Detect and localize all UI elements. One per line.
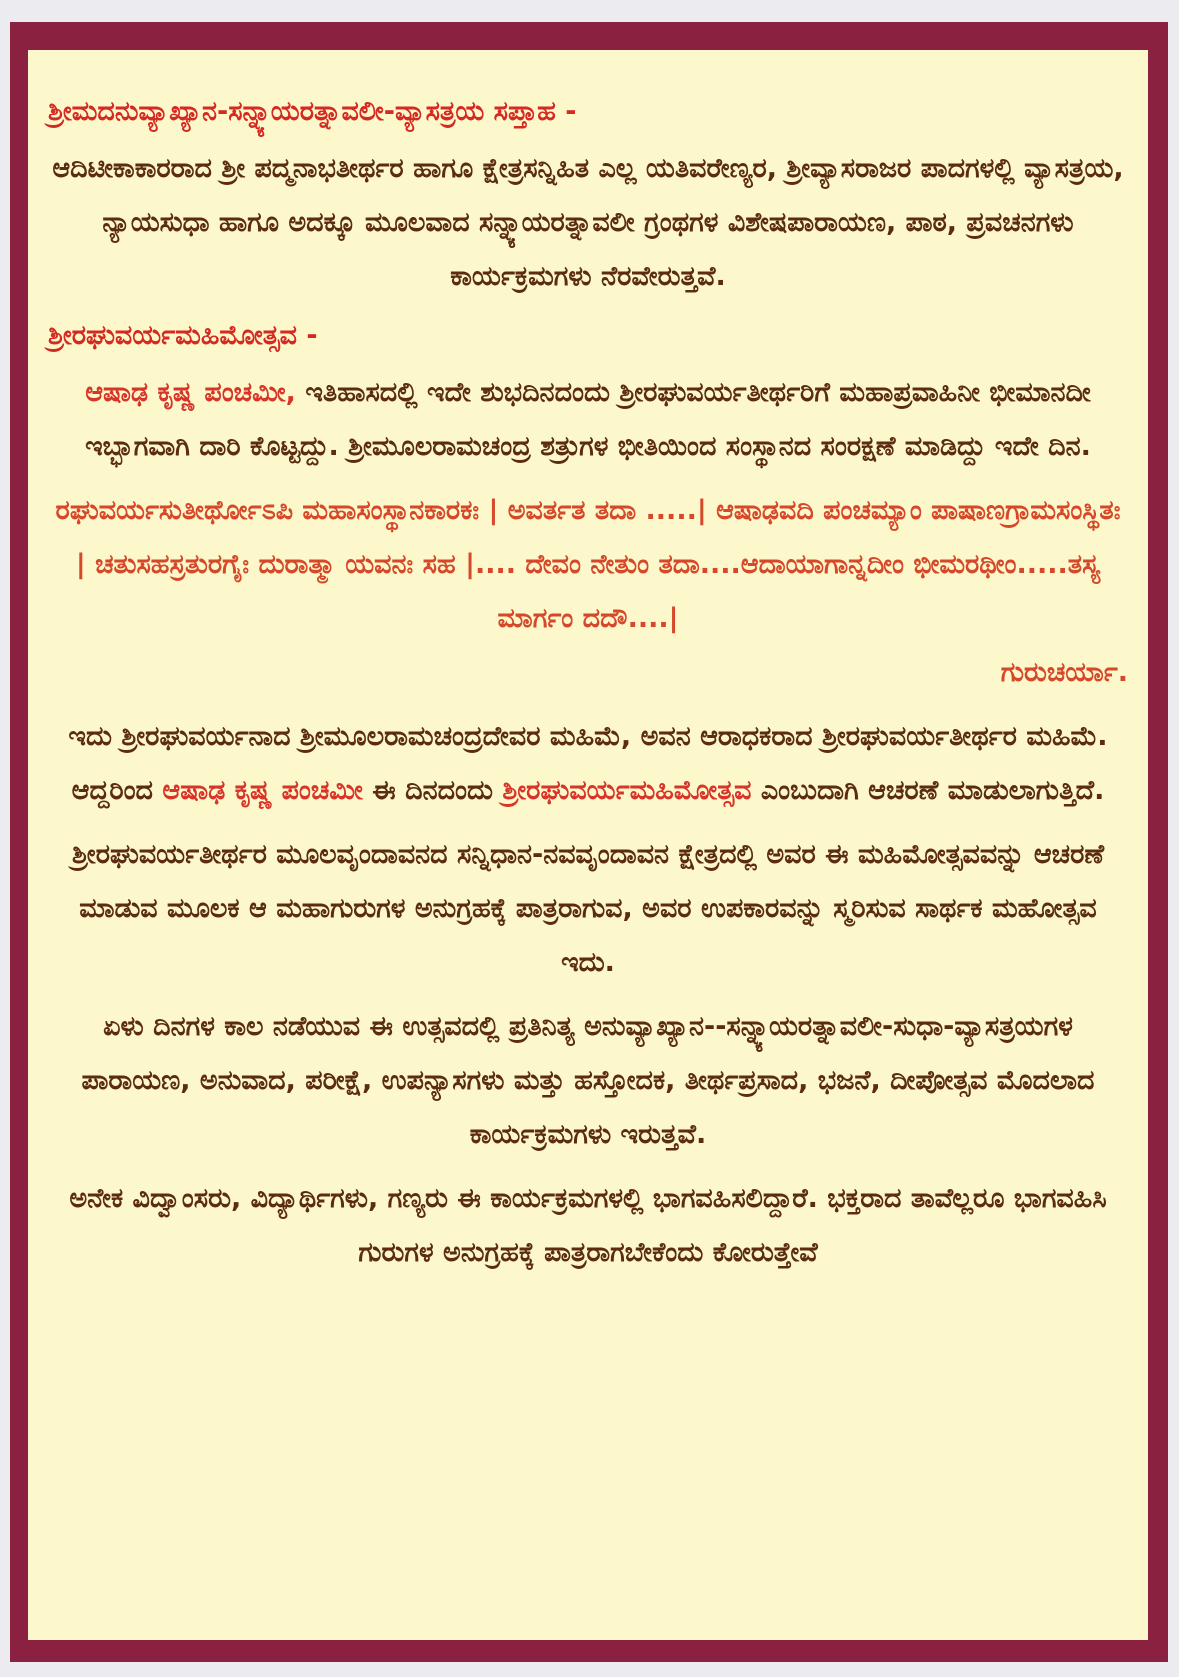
verse-source: ಗುರುಚರ್ಯಾ. bbox=[1000, 657, 1128, 688]
document-panel bbox=[28, 50, 1148, 1640]
significance-text-c: ಎಂಬುದಾಗಿ ಆಚರಣೆ ಮಾಡುಲಾಗುತ್ತಿದೆ. bbox=[751, 775, 1105, 806]
history-text: ಇತಿಹಾಸದಲ್ಲಿ ಇದೇ ಶುಭದಿನದಂದು ಶ್ರೀರಘುವರ್ಯತೀರ್ಥರಿಗೆ ಮಹಾಪ್ರವಾಹಿನೀ ಭೀಮಾನದೀ ಇಬ್ಭಾಗವಾಗಿ ದಾರಿ ಕೊಟ್ಟದ್ದು. ಶ್ರೀಮೂಲರಾಮಚಂದ್ರ ಶತ್ರುಗಳ ಭೀತಿಯಿಂದ ಸಂಸ್ಥಾನದ ಸಂರಕ್ಷಣೆ ಮಾಡಿದ್ದು ಇದೇ ದಿನ. bbox=[85, 377, 1091, 462]
venue-paragraph: ಶ್ರೀರಘುವರ್ಯತೀರ್ಥರ ಮೂಲವೃಂದಾವನದ ಸನ್ನಿಧಾನ-ನವವೃಂದಾವನ ಕ್ಷೇತ್ರದಲ್ಲಿ ಅವರ ಈ ಮಹಿಮೋತ್ಸವವನ್ನು ಆಚರಣೆ ಮಾಡುವ ಮೂಲಕ ಆ ಮಹಾಗುರುಗಳ ಅನುಗ್ರಹಕ್ಕೆ ಪಾತ್ರರಾಗುವ, ಅವರ ಉಪಕಾರವನ್ನು ಸ್ಮರಿಸುವ ಸಾರ್ಥಕ ಮಹೋತ್ಸವ ಇದು. bbox=[71, 839, 1105, 978]
date-highlight: ಆಷಾಢ ಕೃಷ್ಣ ಪಂಚಮೀ bbox=[162, 775, 363, 806]
invitation-paragraph: ಅನೇಕ ವಿದ್ವಾಂಸರು, ವಿದ್ಯಾರ್ಥಿಗಳು, ಗಣ್ಯರು ಈ ಕಾರ್ಯಕ್ರಮಗಳಲ್ಲಿ ಭಾಗವಹಿಸಲಿದ್ದಾರೆ. ಭಕ್ತರಾದ ತಾವೆಲ್ಲರೂ ಭಾಗವಹಿಸಿ ಗುರುಗಳ ಅನುಗ್ರಹಕ್ಕೆ ಪಾತ್ರರಾಗಬೇಕೆಂದು ಕೋರುತ್ತೇವೆ bbox=[69, 1183, 1107, 1268]
page-border bbox=[10, 22, 1168, 1662]
significance-text-b: ಈ ದಿನದಂದು bbox=[362, 775, 503, 806]
sanskrit-verse: ರಘುವರ್ಯಸುತೀರ್ಥೋಽಪಿ ಮಹಾಸಂಸ್ಥಾನಕಾರಕಃ | ಅವರ್ತತ ತದಾ .....| ಆಷಾಢವದಿ ಪಂಚಮ್ಯಾಂ ಪಾಷಾಣಗ್ರಾಮಸಂಸ್ಥಿತಃ | ಚತುಸಹಸ್ರತುರಗೈಃ ದುರಾತ್ಮಾ ಯವನಃ ಸಹ |.... ದೇವಂ ನೇತುಂ ತದಾ....ಆದಾಯಾಗಾನ್ನದೀಂ ಭೀಮರಥೀಂ.....ತಸ್ಯ ಮಾರ್ಗಂ ದದೌ....| bbox=[55, 495, 1121, 634]
saptaha-heading: ಶ್ರೀಮದನುವ್ಯಾಖ್ಯಾನ-ಸನ್ನ್ಯಾಯರತ್ನಾವಲೀ-ವ್ಯಾಸತ್ರಯ ಸಪ್ತಾಹ - bbox=[48, 96, 577, 127]
mahimotsava-heading: ಶ್ರೀರಘುವರ್ಯಮಹಿಮೋತ್ಸವ - bbox=[48, 320, 318, 351]
history-paragraph bbox=[48, 366, 1128, 474]
significance-paragraph bbox=[48, 710, 1128, 818]
date-highlight: ಆಷಾಢ ಕೃಷ್ಣ ಪಂಚಮೀ, bbox=[85, 377, 296, 408]
significance-text-a: ಇದು ಶ್ರೀರಘುವರ್ಯನಾದ ಶ್ರೀಮೂಲರಾಮಚಂದ್ರದೇವರ ಮಹಿಮೆ, ಅವನ ಆರಾಧಕರಾದ ಶ್ರೀರಘುವರ್ಯತೀರ್ಥರ ಮಹಿಮೆ. ಆದ್ದರಿಂದ bbox=[68, 721, 1108, 806]
saptaha-description: ಆದಿಟೀಕಾಕಾರರಾದ ಶ್ರೀ ಪದ್ಮನಾಭತೀರ್ಥರ ಹಾಗೂ ಕ್ಷೇತ್ರಸನ್ನಿಹಿತ ಎಲ್ಲ ಯತಿವರೇಣ್ಯರ, ಶ್ರೀವ್ಯಾಸರಾಜರ ಪಾದಗಳಲ್ಲಿ ವ್ಯಾಸತ್ರಯ, ನ್ಯಾಯಸುಧಾ ಹಾಗೂ ಅದಕ್ಕೂ ಮೂಲವಾದ ಸನ್ನ್ಯಾಯರತ್ನಾವಲೀ ಗ್ರಂಥಗಳ ವಿಶೇಷಪಾರಾಯಣ, ಪಾಠ, ಪ್ರವಚನಗಳು ಕಾರ್ಯಕ್ರಮಗಳು ನೆರವೇರುತ್ತವೆ. bbox=[52, 153, 1124, 292]
festival-name-highlight: ಶ್ರೀರಘುವರ್ಯಮಹಿಮೋತ್ಸವ bbox=[502, 775, 752, 806]
programs-paragraph: ಏಳು ದಿನಗಳ ಕಾಲ ನಡೆಯುವ ಈ ಉತ್ಸವದಲ್ಲಿ ಪ್ರತಿನಿತ್ಯ ಅನುವ್ಯಾಖ್ಯಾನ--ಸನ್ನ್ಯಾಯರತ್ನಾವಲೀ-ಸುಧಾ-ವ್ಯಾಸತ್ರಯಗಳ ಪಾರಾಯಣ, ಅನುವಾದ, ಪರೀಕ್ಷೆ, ಉಪನ್ಯಾಸಗಳು ಮತ್ತು ಹಸ್ತೋದಕ, ತೀರ್ಥಪ್ರಸಾದ, ಭಜನೆ, ದೀಪೋತ್ಸವ ಮೊದಲಾದ ಕಾರ್ಯಕ್ರಮಗಳು ಇರುತ್ತವೆ. bbox=[81, 1011, 1095, 1150]
